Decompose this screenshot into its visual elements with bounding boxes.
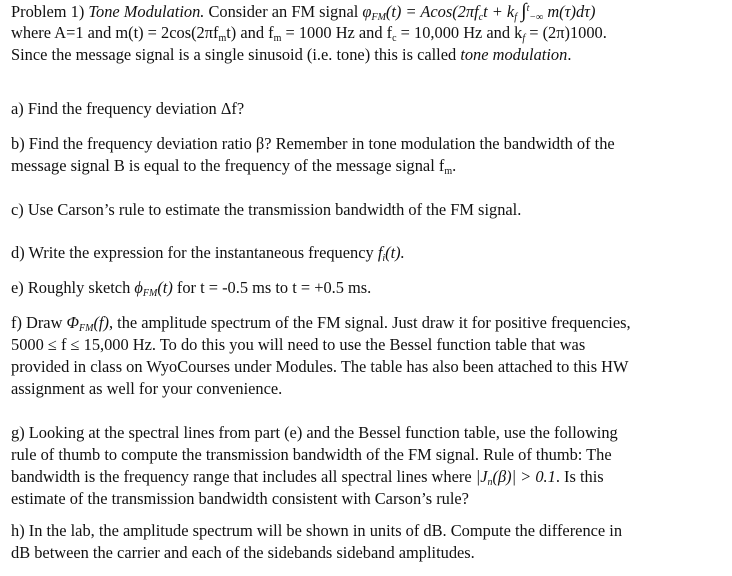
part-e: e) Roughly sketch $\phi_{FM}(t)$ for t = -0.5 ms to t = +0.5 ms. xyxy=(11,278,372,299)
problem-number: Problem 1) xyxy=(11,2,85,21)
part-h: h) In the lab, the amplitude spectrum will be shown in units of dB. Compute the difference in dB between the carrier and each of the sidebands sideband amplitudes. xyxy=(11,521,623,562)
problem-line-1 xyxy=(11,0,727,22)
part-g: g) Looking at the spectral lines from part (e) and the Bessel function table, use the following rule of thumb to compute the transmission bandwidth of the FM signal. Rule of thumb: The bandwidth is the frequency range that includes all spectral lines where $|J_n(\beta)| > 0.1$. Is this estimate of the transmission bandwidth consistent with Carson’s rule? xyxy=(11,423,618,508)
problem-line-2: where A=1 and $m(t) = 2\cos(2\pi f_mt)$ and $f_m = 1000$ Hz and $f_c = 10,000$ Hz and $k_f = (2\pi)1000$. xyxy=(11,23,607,44)
fm-signal-equation: $\varphi_{FM}(t) = Acos(2\pi f_ct + k_f$ ∫$^t_{-\infty}$ m(τ)dτ) xyxy=(362,0,596,23)
part-c: c) Use Carson’s rule to estimate the transmission bandwidth of the FM signal. xyxy=(11,200,522,219)
part-f: f) Draw $\Phi_{FM}(f)$, the amplitude spectrum of the FM signal. Just draw it for positive frequencies, 5000 ≤ f ≤ 15,000 Hz. To do this you will need to use the Bessel function table that was provided in class on WyoCourses under Modules. The table has also been attached to this HW assignment as well for your convenience. xyxy=(11,313,631,398)
problem-line-3: Since the message signal is a single sinusoid (i.e. tone) this is called tone modulation. xyxy=(11,45,572,64)
problem-intro: Consider an FM signal xyxy=(208,2,359,21)
problem-title: Tone Modulation. xyxy=(88,2,205,21)
part-b: b) Find the frequency deviation ratio β? Remember in tone modulation the bandwidth of the message signal B is equal to the frequency of the message signal $f_m$. xyxy=(11,134,615,177)
part-a: a) Find the frequency deviation Δf? xyxy=(11,99,245,118)
problem-statement xyxy=(11,0,727,66)
part-d: d) Write the expression for the instantaneous frequency $f_i(t)$. xyxy=(11,243,405,264)
